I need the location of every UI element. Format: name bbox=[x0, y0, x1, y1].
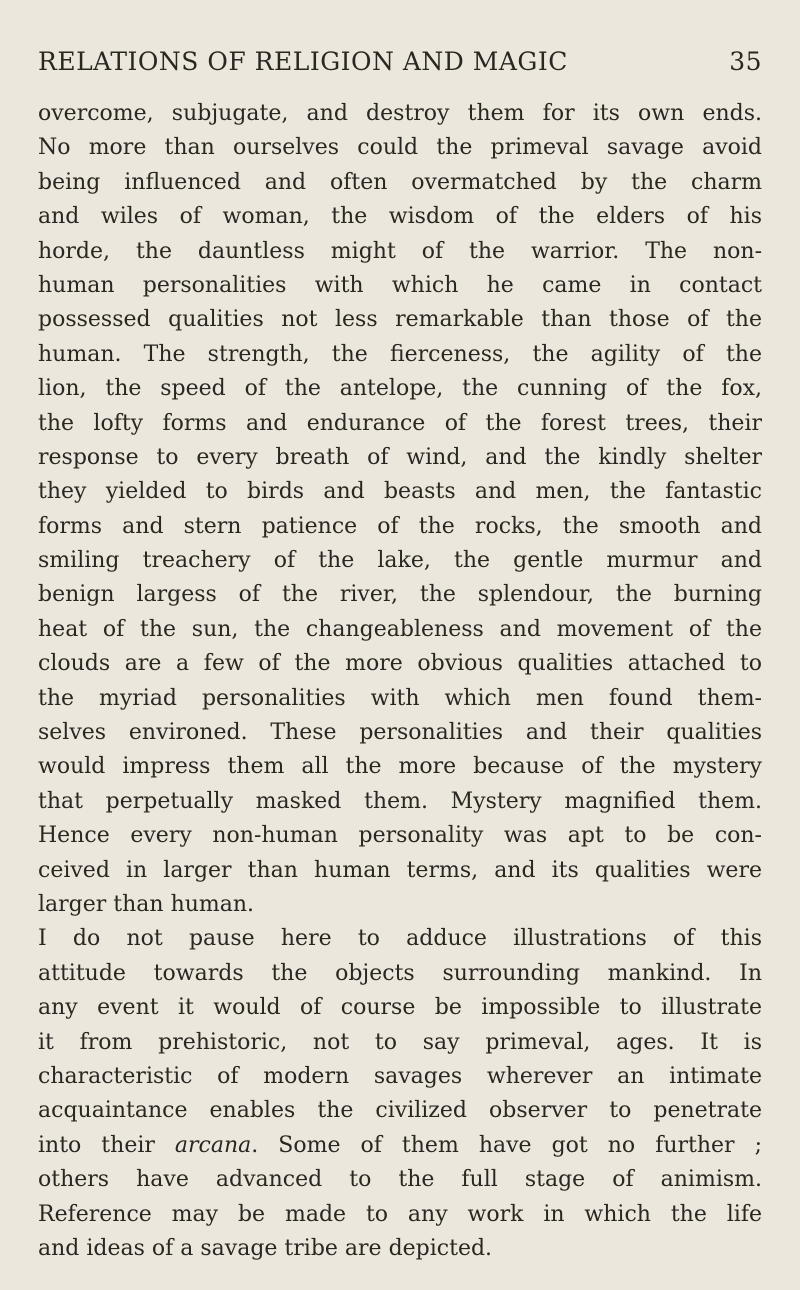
text-line: Reference may be made to any work in which the life bbox=[38, 1201, 762, 1227]
text-line: human personalities with which he came in contact bbox=[38, 272, 762, 298]
text-line: horde, the dauntless might of the warrior. The non- bbox=[38, 238, 762, 264]
text-line: smiling treachery of the lake, the gentle murmur and bbox=[38, 548, 762, 574]
text-line: would impress them all the more because of the mystery bbox=[38, 754, 762, 780]
running-header bbox=[38, 47, 762, 81]
text-line: the myriad personalities with which men found them- bbox=[38, 685, 762, 711]
text-line: overcome, subjugate, and destroy them for its own ends. bbox=[38, 101, 762, 126]
text-line: being influenced and often overmatched by the charm bbox=[38, 169, 762, 195]
text-line: selves environed. These personalities and their qualities bbox=[38, 720, 762, 746]
text-line: No more than ourselves could the primeval savage avoid bbox=[38, 135, 762, 161]
running-header-title: RELATIONS OF RELIGION AND MAGIC bbox=[38, 47, 568, 76]
text-line: the lofty forms and endurance of the forest trees, their bbox=[38, 410, 762, 436]
text-line: they yielded to birds and beasts and men, the fantastic bbox=[38, 479, 762, 505]
text-line: possessed qualities not less remarkable than those of the bbox=[38, 307, 762, 333]
text-line: clouds are a few of the more obvious qualities attached to bbox=[38, 651, 762, 677]
text-line: benign largess of the river, the splendour, the burning bbox=[38, 582, 762, 608]
text-line: any event it would of course be impossible to illustrate bbox=[38, 995, 762, 1021]
text-line: characteristic of modern savages wherever an intimate bbox=[38, 1063, 762, 1089]
text-line: response to every breath of wind, and the kindly shelter bbox=[38, 444, 762, 470]
paragraph-end-line: and ideas of a savage tribe are depicted. bbox=[38, 1235, 493, 1261]
body-text bbox=[38, 97, 762, 1266]
page-number: 35 bbox=[729, 47, 762, 76]
text-line: forms and stern patience of the rocks, the smooth and bbox=[38, 513, 762, 539]
text-line: attitude towards the objects surrounding mankind. In bbox=[38, 960, 762, 986]
text-line: and wiles of woman, the wisdom of the elders of his bbox=[38, 204, 762, 230]
text-line: human. The strength, the fierceness, the agility of the bbox=[38, 341, 762, 367]
arcana-line-after: . Some of them have got no further ; bbox=[251, 1132, 762, 1158]
text-line: ceived in larger than human terms, and its qualities were bbox=[38, 857, 762, 883]
paragraph-start-line: I do not pause here to adduce illustrations of this bbox=[38, 926, 762, 952]
text-line: lion, the speed of the antelope, the cunning of the fox, bbox=[38, 376, 762, 402]
text-line: it from prehistoric, not to say primeval, ages. It is bbox=[38, 1029, 762, 1055]
text-line: heat of the sun, the changeableness and movement of the bbox=[38, 616, 762, 642]
text-line: others have advanced to the full stage of animism. bbox=[38, 1167, 762, 1193]
text-line-arcana bbox=[38, 1129, 762, 1163]
paragraph-end-line: larger than human. bbox=[38, 891, 255, 917]
text-line: Hence every non-human personality was apt to be con- bbox=[38, 823, 762, 849]
text-line: that perpetually masked them. Mystery magnified them. bbox=[38, 788, 762, 814]
arcana-line-before: into their bbox=[38, 1132, 175, 1158]
text-line: acquaintance enables the civilized observer to penetrate bbox=[38, 1098, 762, 1124]
arcana-italic-word: arcana bbox=[174, 1132, 252, 1158]
